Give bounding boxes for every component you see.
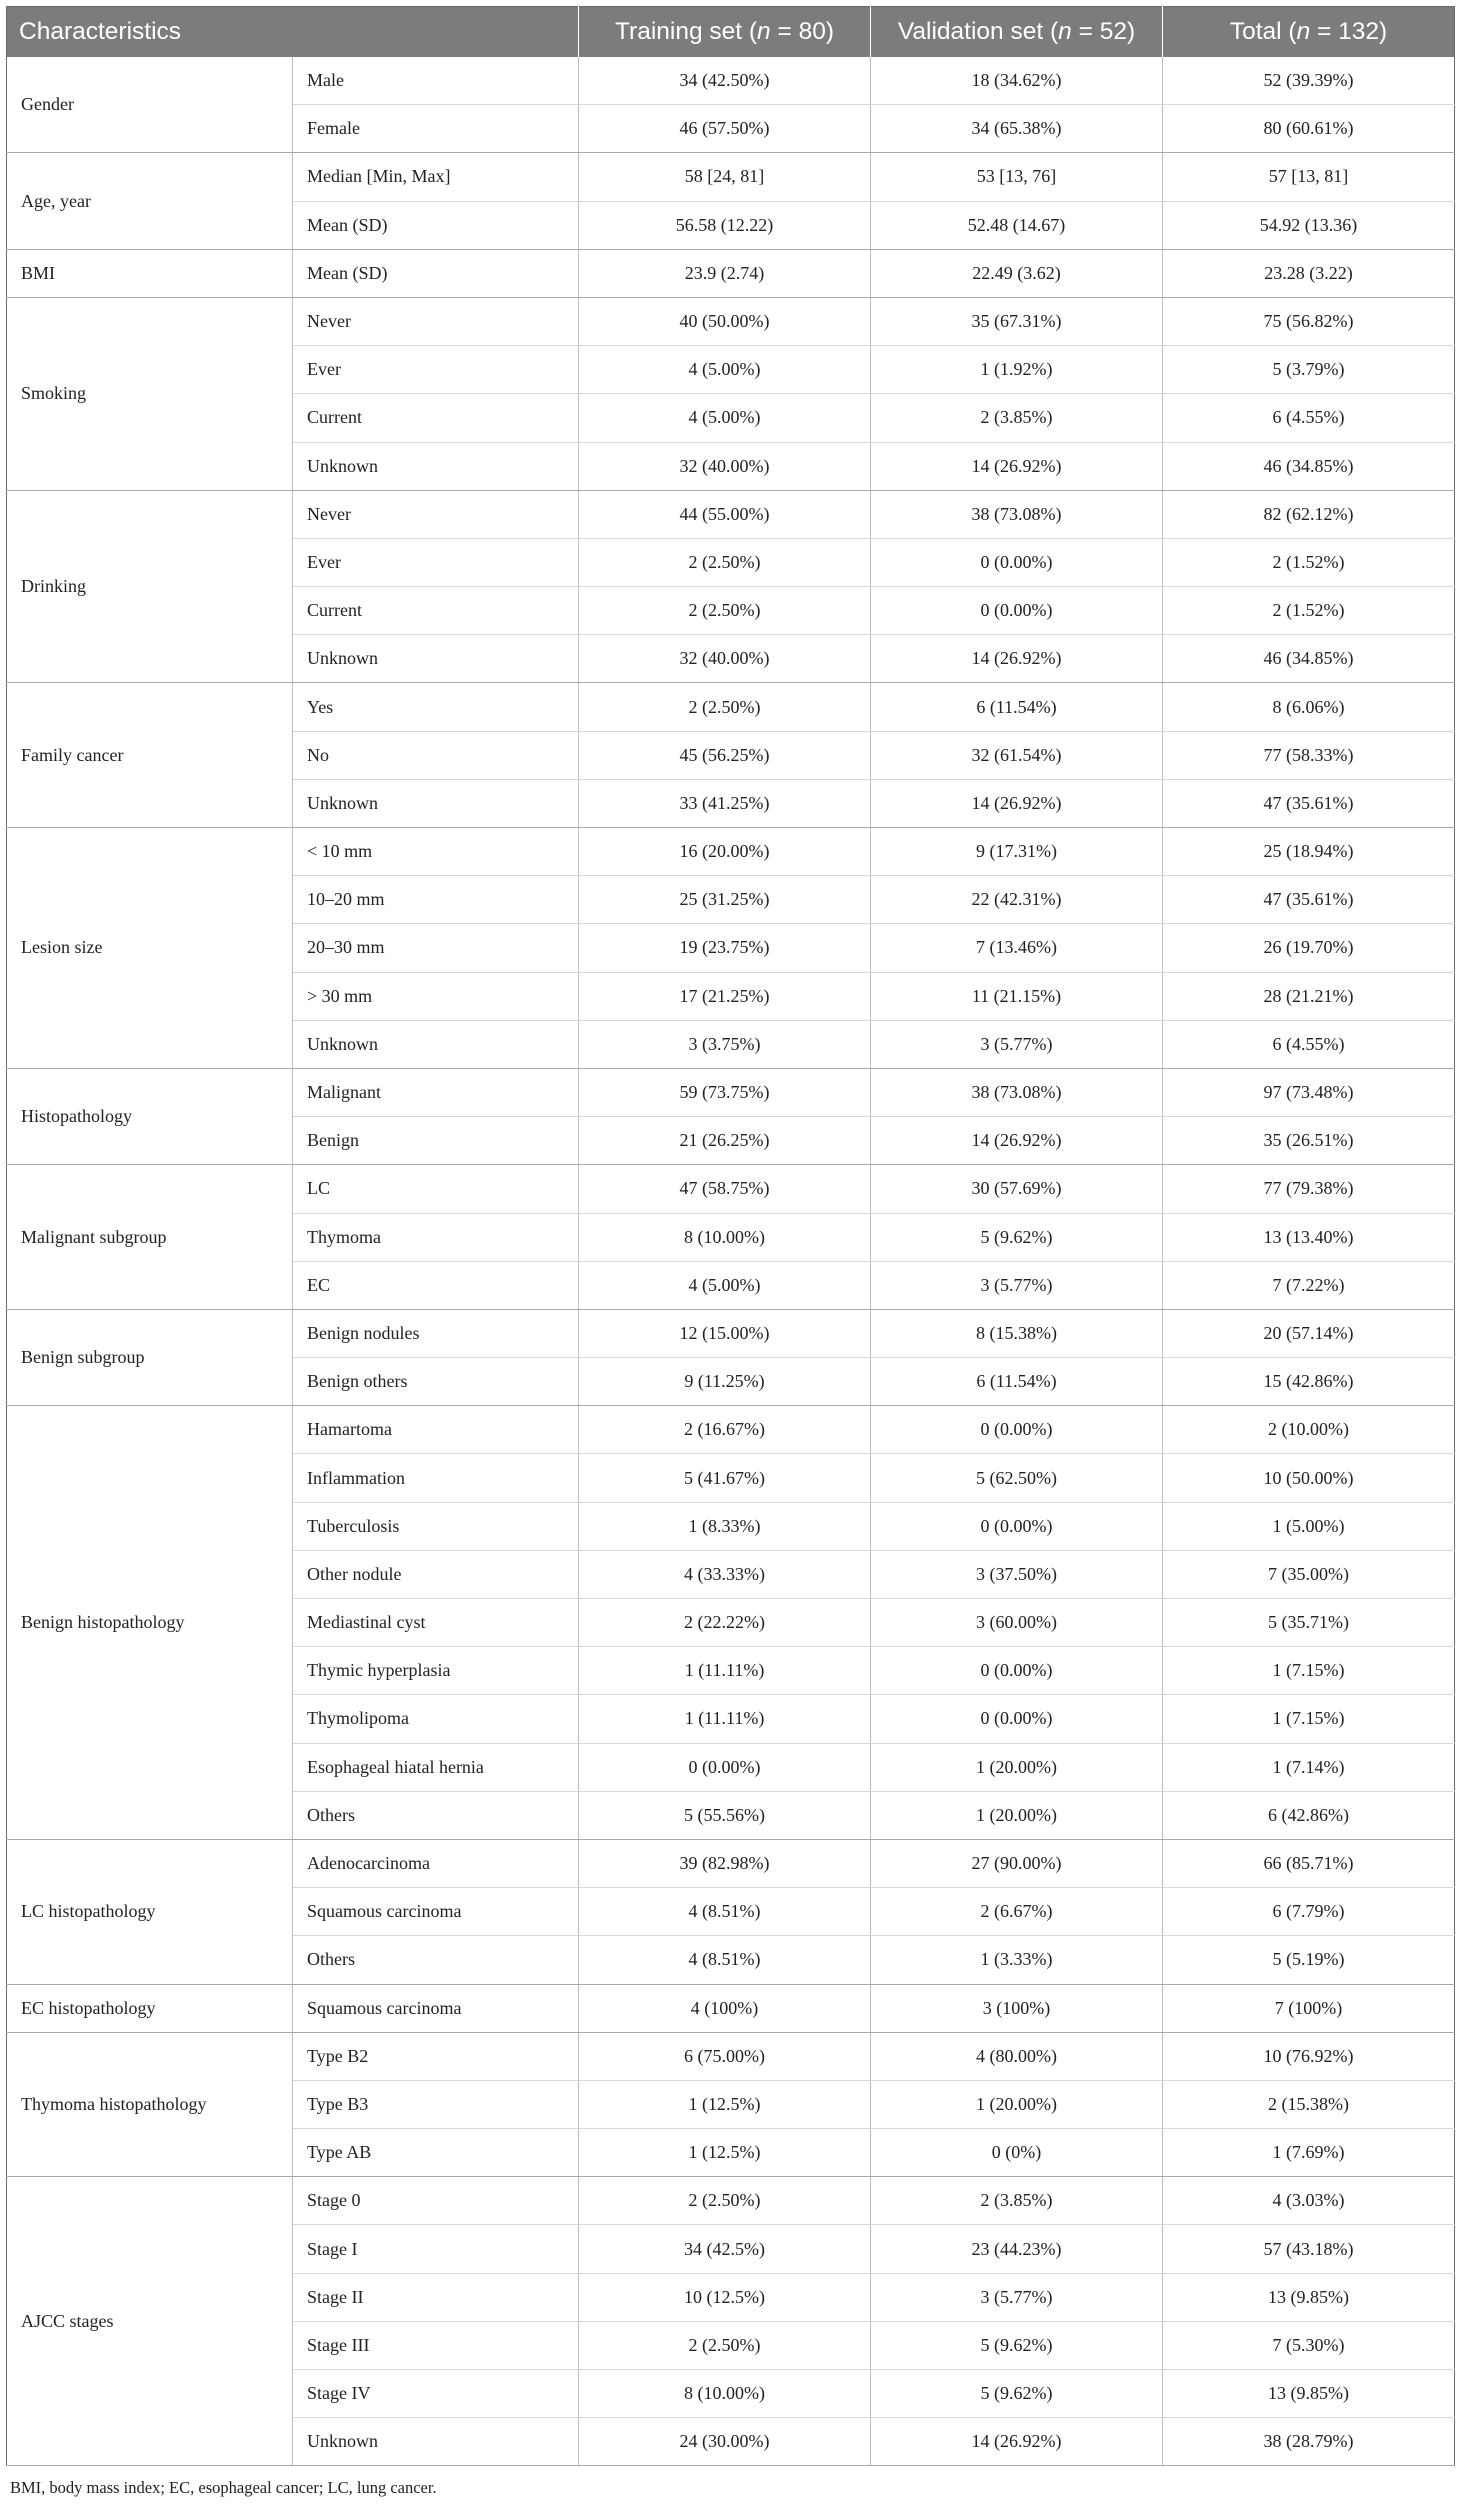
training-value: 19 (23.75%) (579, 924, 871, 972)
table-row (7, 1984, 1455, 2032)
validation-value: 2 (3.85%) (871, 394, 1163, 442)
total-value: 46 (34.85%) (1163, 635, 1455, 683)
training-value: 6 (75.00%) (579, 2032, 871, 2080)
validation-value: 6 (11.54%) (871, 683, 1163, 731)
validation-value: 22 (42.31%) (871, 876, 1163, 924)
total-value: 47 (35.61%) (1163, 876, 1455, 924)
total-value: 97 (73.48%) (1163, 1068, 1455, 1116)
table-row (7, 297, 1455, 345)
validation-value: 5 (9.62%) (871, 1213, 1163, 1261)
table-row (7, 1165, 1455, 1213)
training-value: 47 (58.75%) (579, 1165, 871, 1213)
validation-value: 11 (21.15%) (871, 972, 1163, 1020)
table-header (7, 7, 1455, 58)
total-value: 77 (79.38%) (1163, 1165, 1455, 1213)
validation-value: 2 (3.85%) (871, 2177, 1163, 2225)
training-value: 5 (55.56%) (579, 1791, 871, 1839)
subgroup-label: Inflammation (293, 1454, 579, 1502)
table-row (7, 249, 1455, 297)
subgroup-label: Ever (293, 346, 579, 394)
total-value: 7 (35.00%) (1163, 1550, 1455, 1598)
total-value: 2 (1.52%) (1163, 538, 1455, 586)
subgroup-label: Benign (293, 1117, 579, 1165)
total-value: 2 (10.00%) (1163, 1406, 1455, 1454)
training-value: 32 (40.00%) (579, 635, 871, 683)
total-value: 13 (9.85%) (1163, 2273, 1455, 2321)
training-value: 5 (41.67%) (579, 1454, 871, 1502)
header-total-text: Total (n = 132) (1229, 18, 1388, 45)
group-label: Family cancer (7, 683, 293, 828)
total-value: 23.28 (3.22) (1163, 249, 1455, 297)
total-value: 52 (39.39%) (1163, 57, 1455, 105)
total-value: 6 (4.55%) (1163, 1020, 1455, 1068)
subgroup-label: Male (293, 57, 579, 105)
subgroup-label: Ever (293, 538, 579, 586)
validation-value: 53 [13, 76] (871, 153, 1163, 201)
subgroup-label: EC (293, 1261, 579, 1309)
validation-value: 0 (0.00%) (871, 1502, 1163, 1550)
validation-value: 27 (90.00%) (871, 1839, 1163, 1887)
subgroup-label: Type B3 (293, 2080, 579, 2128)
validation-value: 14 (26.92%) (871, 2418, 1163, 2466)
training-value: 23.9 (2.74) (579, 249, 871, 297)
training-value: 39 (82.98%) (579, 1839, 871, 1887)
validation-value: 30 (57.69%) (871, 1165, 1163, 1213)
header-training-set (579, 7, 871, 58)
table-row (7, 490, 1455, 538)
header-validation-text: Validation set (n = 52) (897, 18, 1136, 45)
total-value: 54.92 (13.36) (1163, 201, 1455, 249)
training-value: 17 (21.25%) (579, 972, 871, 1020)
subgroup-label: Mediastinal cyst (293, 1599, 579, 1647)
total-value: 80 (60.61%) (1163, 105, 1455, 153)
total-value: 1 (7.15%) (1163, 1695, 1455, 1743)
subgroup-label: Adenocarcinoma (293, 1839, 579, 1887)
validation-value: 0 (0.00%) (871, 587, 1163, 635)
training-value: 1 (11.11%) (579, 1695, 871, 1743)
table-row (7, 2177, 1455, 2225)
group-label: Histopathology (7, 1068, 293, 1164)
training-value: 25 (31.25%) (579, 876, 871, 924)
subgroup-label: Squamous carcinoma (293, 1984, 579, 2032)
validation-value: 18 (34.62%) (871, 57, 1163, 105)
validation-value: 35 (67.31%) (871, 297, 1163, 345)
total-value: 46 (34.85%) (1163, 442, 1455, 490)
subgroup-label: Tuberculosis (293, 1502, 579, 1550)
subgroup-label: Mean (SD) (293, 249, 579, 297)
training-value: 21 (26.25%) (579, 1117, 871, 1165)
training-value: 2 (2.50%) (579, 2321, 871, 2369)
subgroup-label: Current (293, 394, 579, 442)
total-value: 6 (42.86%) (1163, 1791, 1455, 1839)
subgroup-label: Current (293, 587, 579, 635)
total-value: 28 (21.21%) (1163, 972, 1455, 1020)
validation-value: 5 (62.50%) (871, 1454, 1163, 1502)
total-value: 38 (28.79%) (1163, 2418, 1455, 2466)
total-value: 4 (3.03%) (1163, 2177, 1455, 2225)
subgroup-label: Thymoma (293, 1213, 579, 1261)
table-row (7, 57, 1455, 105)
training-value: 2 (2.50%) (579, 2177, 871, 2225)
group-label: Benign histopathology (7, 1406, 293, 1840)
subgroup-label: LC (293, 1165, 579, 1213)
training-value: 59 (73.75%) (579, 1068, 871, 1116)
table-row (7, 1406, 1455, 1454)
training-value: 4 (8.51%) (579, 1936, 871, 1984)
validation-value: 1 (20.00%) (871, 1743, 1163, 1791)
table-row (7, 828, 1455, 876)
validation-value: 14 (26.92%) (871, 1117, 1163, 1165)
training-value: 8 (10.00%) (579, 2370, 871, 2418)
validation-value: 14 (26.92%) (871, 442, 1163, 490)
validation-value: 0 (0.00%) (871, 538, 1163, 586)
subgroup-label: > 30 mm (293, 972, 579, 1020)
subgroup-label: Benign others (293, 1358, 579, 1406)
validation-value: 3 (5.77%) (871, 1261, 1163, 1309)
total-value: 77 (58.33%) (1163, 731, 1455, 779)
group-label: Age, year (7, 153, 293, 249)
validation-value: 0 (0%) (871, 2129, 1163, 2177)
validation-value: 38 (73.08%) (871, 490, 1163, 538)
validation-value: 1 (20.00%) (871, 2080, 1163, 2128)
training-value: 0 (0.00%) (579, 1743, 871, 1791)
validation-value: 3 (5.77%) (871, 2273, 1163, 2321)
subgroup-label: 10–20 mm (293, 876, 579, 924)
header-characteristics: Characteristics (7, 7, 579, 58)
total-value: 6 (4.55%) (1163, 394, 1455, 442)
group-label: EC histopathology (7, 1984, 293, 2032)
validation-value: 9 (17.31%) (871, 828, 1163, 876)
subgroup-label: Thymic hyperplasia (293, 1647, 579, 1695)
header-total (1163, 7, 1455, 58)
validation-value: 1 (20.00%) (871, 1791, 1163, 1839)
validation-value: 3 (5.77%) (871, 1020, 1163, 1068)
table-row (7, 1068, 1455, 1116)
total-value: 13 (13.40%) (1163, 1213, 1455, 1261)
subgroup-label: Others (293, 1936, 579, 1984)
subgroup-label: Benign nodules (293, 1309, 579, 1357)
validation-value: 38 (73.08%) (871, 1068, 1163, 1116)
validation-value: 14 (26.92%) (871, 635, 1163, 683)
validation-value: 0 (0.00%) (871, 1695, 1163, 1743)
validation-value: 2 (6.67%) (871, 1888, 1163, 1936)
training-value: 2 (2.50%) (579, 587, 871, 635)
training-value: 9 (11.25%) (579, 1358, 871, 1406)
training-value: 4 (5.00%) (579, 346, 871, 394)
group-label: LC histopathology (7, 1839, 293, 1984)
validation-value: 6 (11.54%) (871, 1358, 1163, 1406)
subgroup-label: Hamartoma (293, 1406, 579, 1454)
training-value: 24 (30.00%) (579, 2418, 871, 2466)
training-value: 34 (42.50%) (579, 57, 871, 105)
header-validation-set (871, 7, 1163, 58)
training-value: 4 (33.33%) (579, 1550, 871, 1598)
validation-value: 3 (100%) (871, 1984, 1163, 2032)
training-value: 45 (56.25%) (579, 731, 871, 779)
subgroup-label: Unknown (293, 442, 579, 490)
total-value: 15 (42.86%) (1163, 1358, 1455, 1406)
training-value: 4 (100%) (579, 1984, 871, 2032)
group-label: Benign subgroup (7, 1309, 293, 1405)
subgroup-label: Other nodule (293, 1550, 579, 1598)
total-value: 2 (15.38%) (1163, 2080, 1455, 2128)
training-value: 8 (10.00%) (579, 1213, 871, 1261)
validation-value: 32 (61.54%) (871, 731, 1163, 779)
subgroup-label: Unknown (293, 2418, 579, 2466)
validation-value: 4 (80.00%) (871, 2032, 1163, 2080)
table-row (7, 683, 1455, 731)
characteristics-table (6, 6, 1455, 2466)
table-row (7, 153, 1455, 201)
training-value: 46 (57.50%) (579, 105, 871, 153)
training-value: 58 [24, 81] (579, 153, 871, 201)
group-label: Gender (7, 57, 293, 153)
subgroup-label: Unknown (293, 779, 579, 827)
total-value: 10 (76.92%) (1163, 2032, 1455, 2080)
subgroup-label: Others (293, 1791, 579, 1839)
total-value: 1 (5.00%) (1163, 1502, 1455, 1550)
total-value: 7 (100%) (1163, 1984, 1455, 2032)
subgroup-label: Unknown (293, 1020, 579, 1068)
training-value: 16 (20.00%) (579, 828, 871, 876)
total-value: 57 [13, 81] (1163, 153, 1455, 201)
training-value: 4 (8.51%) (579, 1888, 871, 1936)
total-value: 1 (7.69%) (1163, 2129, 1455, 2177)
group-label: Lesion size (7, 828, 293, 1069)
group-label: AJCC stages (7, 2177, 293, 2466)
training-value: 3 (3.75%) (579, 1020, 871, 1068)
subgroup-label: Yes (293, 683, 579, 731)
total-value: 1 (7.15%) (1163, 1647, 1455, 1695)
total-value: 6 (7.79%) (1163, 1888, 1455, 1936)
subgroup-label: Stage III (293, 2321, 579, 2369)
validation-value: 34 (65.38%) (871, 105, 1163, 153)
training-value: 2 (2.50%) (579, 683, 871, 731)
table-body (7, 57, 1455, 2466)
group-label: Thymoma histopathology (7, 2032, 293, 2177)
validation-value: 7 (13.46%) (871, 924, 1163, 972)
subgroup-label: Thymolipoma (293, 1695, 579, 1743)
subgroup-label: Unknown (293, 635, 579, 683)
group-label: Malignant subgroup (7, 1165, 293, 1310)
training-value: 40 (50.00%) (579, 297, 871, 345)
total-value: 47 (35.61%) (1163, 779, 1455, 827)
validation-value: 5 (9.62%) (871, 2370, 1163, 2418)
subgroup-label: Esophageal hiatal hernia (293, 1743, 579, 1791)
subgroup-label: No (293, 731, 579, 779)
total-value: 20 (57.14%) (1163, 1309, 1455, 1357)
total-value: 13 (9.85%) (1163, 2370, 1455, 2418)
subgroup-label: 20–30 mm (293, 924, 579, 972)
subgroup-label: Never (293, 490, 579, 538)
total-value: 57 (43.18%) (1163, 2225, 1455, 2273)
subgroup-label: Type B2 (293, 2032, 579, 2080)
training-value: 1 (11.11%) (579, 1647, 871, 1695)
training-value: 44 (55.00%) (579, 490, 871, 538)
total-value: 25 (18.94%) (1163, 828, 1455, 876)
total-value: 2 (1.52%) (1163, 587, 1455, 635)
subgroup-label: Squamous carcinoma (293, 1888, 579, 1936)
training-value: 1 (12.5%) (579, 2080, 871, 2128)
training-value: 4 (5.00%) (579, 1261, 871, 1309)
training-value: 56.58 (12.22) (579, 201, 871, 249)
total-value: 5 (3.79%) (1163, 346, 1455, 394)
subgroup-label: Stage II (293, 2273, 579, 2321)
group-label: Drinking (7, 490, 293, 683)
training-value: 1 (12.5%) (579, 2129, 871, 2177)
training-value: 32 (40.00%) (579, 442, 871, 490)
total-value: 7 (7.22%) (1163, 1261, 1455, 1309)
validation-value: 8 (15.38%) (871, 1309, 1163, 1357)
validation-value: 14 (26.92%) (871, 779, 1163, 827)
validation-value: 3 (37.50%) (871, 1550, 1163, 1598)
training-value: 2 (16.67%) (579, 1406, 871, 1454)
subgroup-label: Never (293, 297, 579, 345)
validation-value: 0 (0.00%) (871, 1647, 1163, 1695)
total-value: 82 (62.12%) (1163, 490, 1455, 538)
total-value: 35 (26.51%) (1163, 1117, 1455, 1165)
validation-value: 0 (0.00%) (871, 1406, 1163, 1454)
total-value: 8 (6.06%) (1163, 683, 1455, 731)
table-row (7, 1839, 1455, 1887)
training-value: 2 (2.50%) (579, 538, 871, 586)
total-value: 1 (7.14%) (1163, 1743, 1455, 1791)
validation-value: 1 (1.92%) (871, 346, 1163, 394)
training-value: 1 (8.33%) (579, 1502, 871, 1550)
training-value: 33 (41.25%) (579, 779, 871, 827)
validation-value: 3 (60.00%) (871, 1599, 1163, 1647)
table-row (7, 1309, 1455, 1357)
subgroup-label: Mean (SD) (293, 201, 579, 249)
subgroup-label: Median [Min, Max] (293, 153, 579, 201)
validation-value: 1 (3.33%) (871, 1936, 1163, 1984)
subgroup-label: Malignant (293, 1068, 579, 1116)
validation-value: 23 (44.23%) (871, 2225, 1163, 2273)
total-value: 5 (35.71%) (1163, 1599, 1455, 1647)
subgroup-label: Stage IV (293, 2370, 579, 2418)
group-label: Smoking (7, 297, 293, 490)
total-value: 75 (56.82%) (1163, 297, 1455, 345)
total-value: 10 (50.00%) (1163, 1454, 1455, 1502)
training-value: 12 (15.00%) (579, 1309, 871, 1357)
total-value: 7 (5.30%) (1163, 2321, 1455, 2369)
subgroup-label: Type AB (293, 2129, 579, 2177)
table-footnote: BMI, body mass index; EC, esophageal cancer; LC, lung cancer. (10, 2478, 437, 2498)
training-value: 34 (42.5%) (579, 2225, 871, 2273)
total-value: 66 (85.71%) (1163, 1839, 1455, 1887)
subgroup-label: Female (293, 105, 579, 153)
training-value: 4 (5.00%) (579, 394, 871, 442)
subgroup-label: Stage I (293, 2225, 579, 2273)
header-training-text: Training set (n = 80) (614, 18, 835, 45)
table-row (7, 2032, 1455, 2080)
validation-value: 22.49 (3.62) (871, 249, 1163, 297)
subgroup-label: Stage 0 (293, 2177, 579, 2225)
training-value: 10 (12.5%) (579, 2273, 871, 2321)
validation-value: 5 (9.62%) (871, 2321, 1163, 2369)
total-value: 5 (5.19%) (1163, 1936, 1455, 1984)
subgroup-label: < 10 mm (293, 828, 579, 876)
group-label: BMI (7, 249, 293, 297)
total-value: 26 (19.70%) (1163, 924, 1455, 972)
validation-value: 52.48 (14.67) (871, 201, 1163, 249)
training-value: 2 (22.22%) (579, 1599, 871, 1647)
